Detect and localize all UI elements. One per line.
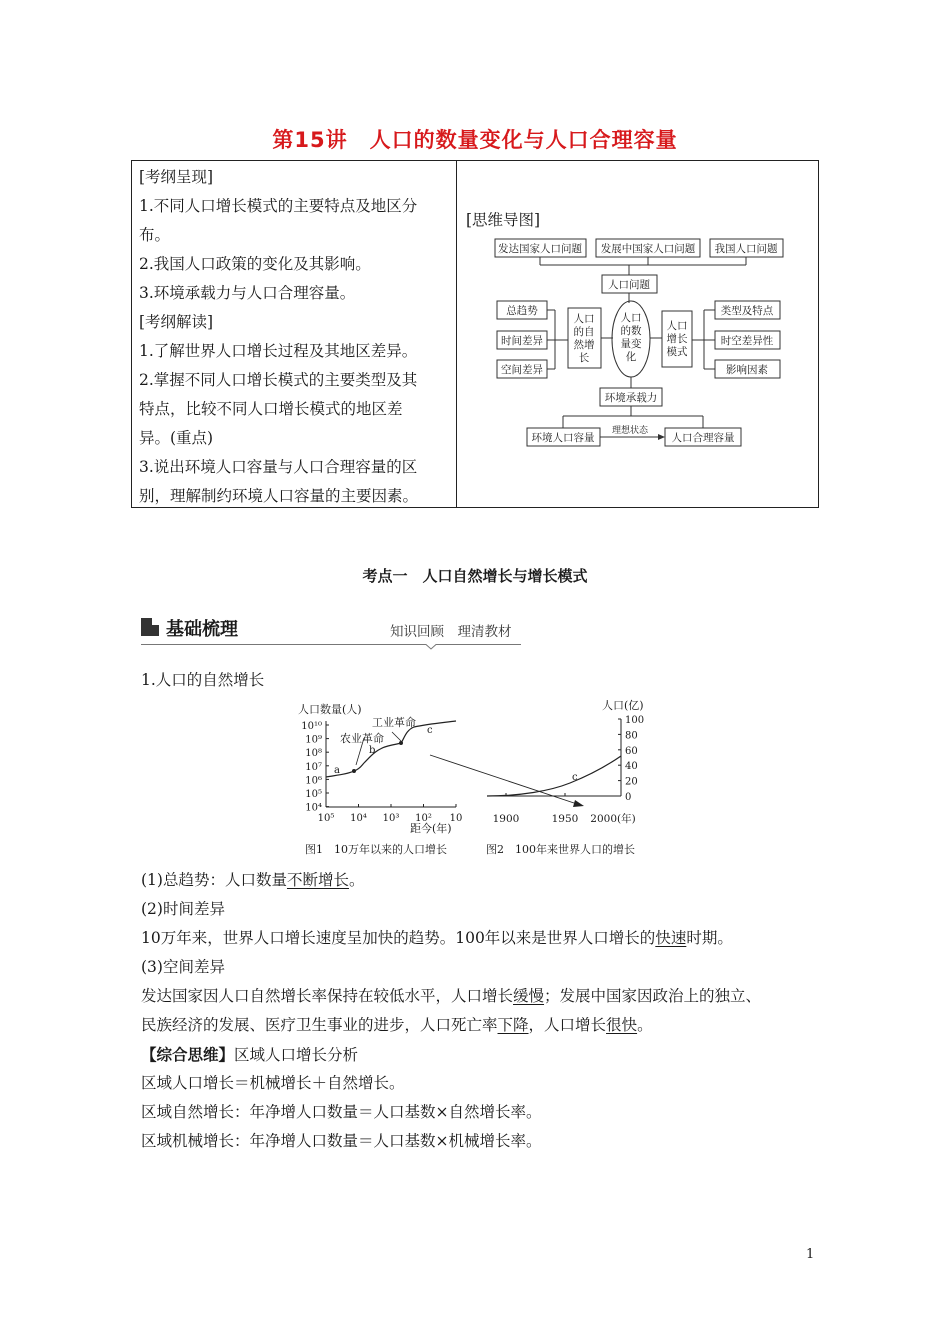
text: ，人口增长 [528,1016,607,1034]
paragraph-space-2 [141,1011,653,1040]
paragraph-thinking [141,1040,358,1070]
mm-text-china: 我国人口问题 [714,243,778,255]
outline-item: 2.掌握不同人口增长模式的主要类型及其 [139,371,418,389]
fig1-ytick-label: 10⁸ [305,748,322,760]
mm-text-time: 时间差异 [501,335,543,347]
mm-text-capacity: 环境承载力 [604,392,658,404]
paragraph-formula-2: 区域自然增长：年净增人口数量＝人口基数×自然增长率。 [141,1103,542,1121]
outline-left-column [139,163,451,511]
fig2-ytick-label: 0 [625,792,632,803]
fig1-ytick-label: 10⁷ [305,761,322,773]
answer-blank: 下降 [497,1016,529,1034]
fig1-xtick-label: 10² [415,813,432,824]
answer-blank: 不断增长 [286,871,349,889]
fig2-ytick-label: 20 [625,776,638,788]
mindmap-label: [思维导图] [466,211,541,229]
mm-text-natural: 长 [578,352,590,364]
text: 民族经济的发展、医疗卫生事业的进步，人口死亡率 [141,1016,498,1034]
fig1-ytick-label: 10⁴ [305,802,322,814]
mm-text-mode: 模式 [666,346,688,358]
paragraph-time-heading: (2)时间差异 [141,900,225,918]
outline-item: 别，理解制约环境人口容量的主要因素。 [139,487,419,505]
mm-text-center: 的数 [620,325,642,337]
fig1-xtick-label: 10⁴ [350,813,367,824]
paragraph-formula-1: 区域人口增长＝机械增长＋自然增长。 [141,1074,405,1092]
mm-text-developed: 发达国家人口问题 [498,243,582,255]
fig1-label-b: b [369,745,376,756]
fig1-xtick-label: 10³ [382,813,400,824]
paragraph-time [141,924,733,953]
fig2-caption: 图2 100年来世界人口的增长 [486,843,635,856]
mindmap-diagram [490,233,790,453]
fig2-population-curve [487,756,621,796]
outline-item: 3.说出环境人口容量与人口合理容量的区 [139,458,418,476]
thinking-label: 【综合思维】 [141,1045,235,1064]
answer-blank: 缓慢 [513,987,545,1005]
fig2-ylabel: 人口(亿) [602,699,644,712]
outline-item: 3.环境承载力与人口合理容量。 [139,284,356,302]
fig2-xtick-label: 1950 [551,813,579,825]
fig1-ylabel: 人口数量(人) [298,703,362,716]
fig2-xtick-label: 2000(年) [590,813,636,825]
outline-item: 1.了解世界人口增长过程及其地区差异。 [139,342,418,360]
page-number: 1 [806,1247,815,1262]
outline-item: 异。(重点) [139,429,214,447]
mm-text-factors: 影响因素 [726,364,768,376]
mm-text-natural: 的自 [573,326,595,338]
fig1-ytick-label: 10⁶ [305,775,322,787]
mm-text-developing: 发展中国家人口问题 [600,243,696,255]
mm-text-env: 环境人口容量 [531,432,595,444]
fig1-caption: 图1 10万年以来的人口增长 [305,843,447,856]
fig2-xtick-label: 1900 [492,813,520,825]
text: 发达国家因人口自然增长率保持在较低水平，人口增长 [141,987,514,1005]
mm-text-trend: 总趋势 [506,305,538,317]
fig1-xlabel: 距今(年) [410,822,452,835]
fig2-ytick-label: 60 [625,745,638,757]
page-title: 第15讲 人口的数量变化与人口合理容量 [272,128,678,152]
fig1-indu-marker [399,741,403,745]
paragraph-formula-3: 区域机械增长：年净增人口数量＝人口基数×机械增长率。 [141,1132,542,1150]
fig1-agri-label: 农业革命 [340,732,384,745]
paragraph-space-1 [141,982,761,1011]
fig1-indu-label: 工业革命 [372,716,416,729]
mm-text-natural: 人口 [573,313,595,325]
outline-item: 特点，比较不同人口增长模式的地区差 [139,400,403,418]
fig1-xtick-label: 10⁵ [317,813,335,824]
mm-text-space: 空间差异 [501,364,543,376]
fig1-label-c: c [427,725,433,736]
paragraph-trend [141,866,365,895]
fig1-ytick-label: 10⁹ [305,734,322,746]
outline-item: 1.不同人口增长模式的主要特点及地区分 [139,197,418,215]
outline-item: 布。 [139,226,171,244]
fig1-ytick-label: 10¹⁰ [301,721,322,732]
fig2-ytick-label: 80 [625,730,638,742]
fig1-agri-marker [352,769,356,773]
outline-heading-exam: [考纲呈现] [139,168,214,186]
text: 。 [637,1016,653,1034]
fig1-xtick-label: 10 [449,813,463,824]
mm-text-center: 化 [625,351,637,363]
jichu-title: 基础梳理 [166,619,238,640]
text: 10万年来，世界人口增长速度呈加快的趋势。100年以来是世界人口增长的 [141,929,656,947]
answer-blank: 快速 [655,929,687,947]
mm-text-center: 人口 [620,312,642,324]
trend-label: (1)总趋势：人口数量 [141,871,287,889]
outline-item: 2.我国人口政策的变化及其影响。 [139,255,371,273]
paragraph-space-heading: (3)空间差异 [141,958,225,976]
answer-blank: 很快 [606,1016,638,1034]
fig1-label-a: a [334,765,340,776]
item-natural-growth: 1.人口的自然增长 [141,671,265,689]
fig2-label-c: c [572,772,578,783]
mm-text-reasonable: 人口合理容量 [671,432,735,444]
mm-text-natural: 然增 [573,339,595,351]
fig1-ytick-label: 10⁵ [305,789,322,800]
mm-text-problem: 人口问题 [608,279,650,291]
jichu-subtitle: 知识回顾 理清教材 [390,624,512,640]
mm-text-mode: 增长 [666,333,688,345]
jichu-underline [141,643,523,651]
mm-text-diff: 时空差异性 [720,335,774,347]
mm-text-ideal: 理想状态 [611,426,649,436]
table-divider [456,161,457,507]
punct: 。 [348,871,365,889]
text: 时期。 [686,929,733,947]
text: 区域人口增长分析 [234,1046,359,1064]
section-marker-icon [141,618,159,636]
mm-text-mode: 人口 [666,320,688,332]
fig2-ytick-label: 40 [625,761,638,773]
figures [280,695,670,860]
mm-text-type: 类型及特点 [720,305,774,317]
text: ；发展中国家因政治上的独立、 [544,987,762,1005]
fig2-ytick-label: 100 [625,715,645,726]
mm-text-center: 量变 [620,338,642,350]
outline-heading-interpret: [考纲解读] [139,313,214,331]
section-title: 考点一 人口自然增长与增长模式 [362,567,588,585]
fig1-population-curve [326,721,456,777]
